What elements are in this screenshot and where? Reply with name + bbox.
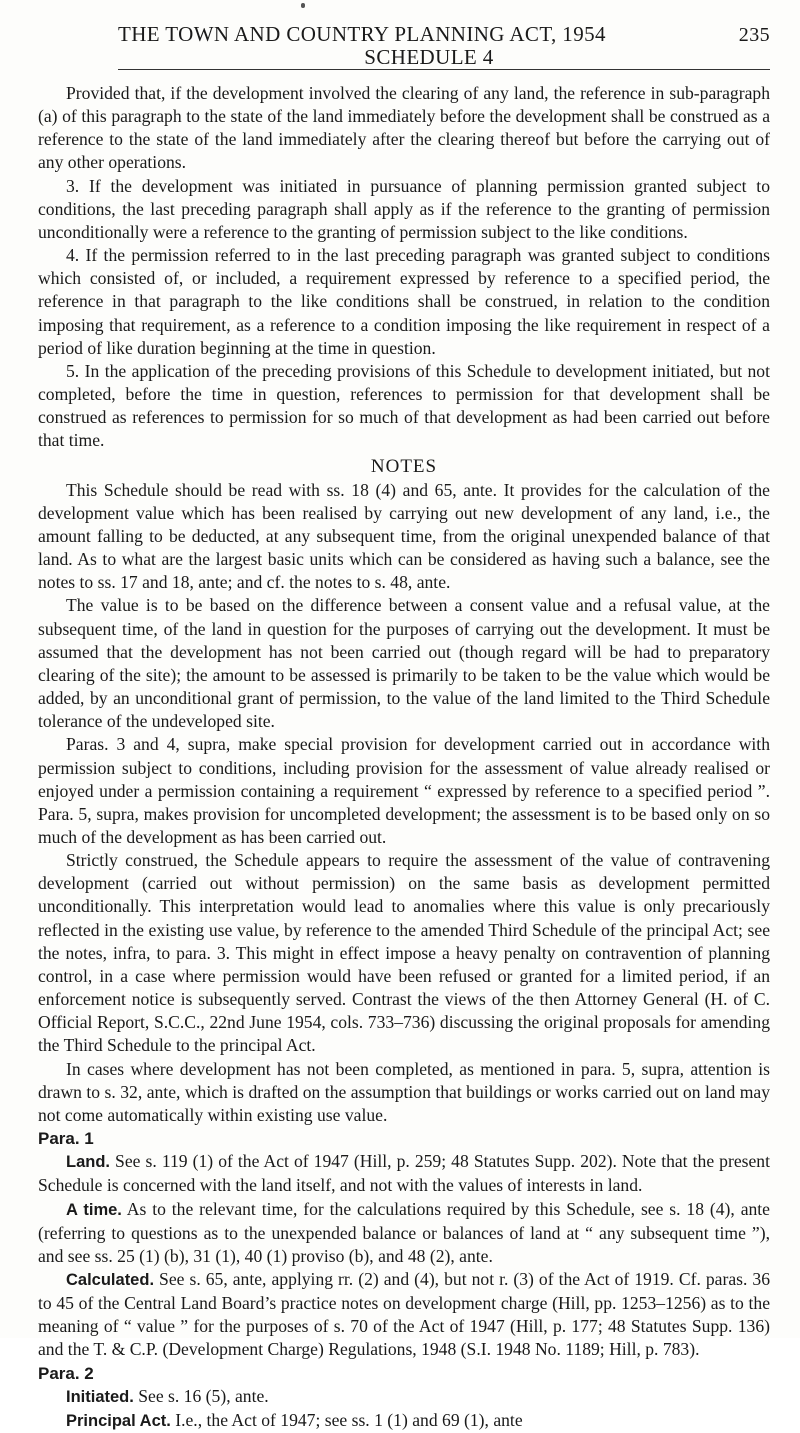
scan-speck	[301, 3, 305, 8]
note-initiated	[38, 1385, 770, 1409]
para-2-heading: Para. 2	[38, 1363, 94, 1383]
notes-heading: NOTES	[370, 455, 438, 477]
keyword-initiated: Initiated.	[66, 1387, 134, 1406]
paragraph-3: 3. If the development was initiated in pursuance of planning permission granted subject to conditions, the last preceding paragraph shall apply as if the reference to the granting of permission unconditionally were a reference to the granting of permission subject to the like conditions.	[38, 175, 770, 242]
note-paragraph: The value is to be based on the difference between a consent value and a refusal value, at the subsequent time, of the land in question for the purposes of carrying out the development. It must be assumed that the development has not been carried out (though regard will be had to preparatory clearing of the site); the amount to be assessed is primarily to be taken to be the value which would be added, by an unconditional grant of permission, to the value of the land limited to the Third Schedule tolerance of the undeveloped site.	[38, 595, 770, 732]
keyword-principal-act: Principal Act.	[66, 1411, 171, 1430]
header-row	[118, 22, 770, 47]
schedule-label: SCHEDULE 4	[364, 45, 494, 69]
note-principal-act-text: I.e., the Act of 1947; see ss. 1 (1) and 69 (1), ante	[170, 1409, 523, 1430]
note-paragraph: Paras. 3 and 4, supra, make special provision for development carried out in accordance with permission subject to conditions, including provision for the assessment of value already realised or enjoyed under a permission containing a requirement “ expressed by reference to a specified period ”. Para. 5, supra, makes provision for uncompleted development; the assessment is to be based only on so much of the development as has been carried out.	[38, 734, 770, 847]
header-rule	[118, 69, 770, 70]
para-1-heading: Para. 1	[38, 1129, 94, 1149]
body-text	[38, 82, 770, 1433]
keyword-land: Land.	[66, 1153, 110, 1172]
note-calculated-text: See s. 65, ante, applying rr. (2) and (4), but not r. (3) of the Act of 1919. Cf. paras. 36 to 45 of the Central Land Board’s practice notes on development charge (Hill, pp. 1253–1256) as to the meaning of “ value ” for the purposes of s. 70 of the Act of 1947 (Hill, p. 177; 48 Statutes Supp. 136) and the T. & C.P. (Development Charge) Regulations, 1948 (S.I. 1948 No. 1189; Hill, p. 783).	[38, 1268, 770, 1360]
note-land-text: See s. 119 (1) of the Act of 1947 (Hill, p. 259; 48 Statutes Supp. 202). Note that the present Schedule is concerned with the land itself, and not with the values of interests in land.	[38, 1151, 770, 1196]
proviso-paragraph: Provided that, if the development involved the clearing of any land, the reference in sub-paragraph (a) of this paragraph to the state of the land immediately before the development shall be construed as a reference to the state of the land immediately after the clearing thereof but before the carrying out of any other operations.	[38, 83, 770, 173]
running-header	[118, 22, 770, 70]
paragraph-4: 4. If the permission referred to in the last preceding paragraph was granted subject to conditions which consisted of, or included, a requirement expressed by reference to a specified period, the reference in that paragraph to the like conditions shall be construed, in relation to the condition imposing that requirement, as a reference to a condition imposing the like requirement in respect of a period of like duration beginning at the time in question.	[38, 245, 770, 358]
header-title: THE TOWN AND COUNTRY PLANNING ACT, 1954	[118, 22, 606, 46]
note-a-time-text: As to the relevant time, for the calculations required by this Schedule, see s. 18 (4), ante (referring to questions as to the unexpended balance or balances of land at “ any subsequent time ”), and see ss. 25 (1) (b), 31 (1), 40 (1) proviso (b), and 48 (2), ante.	[38, 1198, 770, 1266]
note-paragraph: In cases where development has not been completed, as mentioned in para. 5, supra, attention is drawn to s. 32, ante, which is drafted on the assumption that buildings or works carried out on land may not come automatically within existing use value.	[38, 1058, 770, 1125]
keyword-calculated: Calculated.	[66, 1270, 155, 1289]
note-land	[38, 1150, 770, 1197]
paragraph-5: 5. In the application of the preceding provisions of this Schedule to development initiated, but not completed, before the time in question, references to permission for that development shall be construed as references to permission for so much of that development as had been carried out before that time.	[38, 360, 770, 451]
note-principal-act	[38, 1409, 770, 1433]
page-number: 235	[738, 24, 770, 46]
note-paragraph: This Schedule should be read with ss. 18 (4) and 65, ante. It provides for the calculation of the development value which has been realised by carrying out new development of any land, i.e., the amount falling to be deducted, at any subsequent time, from the original unexpended balance of that land. As to what are the largest basic units which can be considered as having such a balance, see the notes to ss. 17 and 18, ante; and cf. the notes to s. 48, ante.	[38, 479, 770, 593]
keyword-a-time: A time.	[66, 1200, 122, 1219]
note-a-time	[38, 1198, 770, 1268]
note-calculated	[38, 1268, 770, 1362]
note-paragraph: Strictly construed, the Schedule appears to require the assessment of the value of contravening development (carried out without permission) on the same basis as development permitted unconditionally. This interpretation would lead to anomalies where this value is only precariously reflected in the existing use value, by reference to the amended Third Schedule of the principal Act; see the notes, infra, to para. 3. This might in effect impose a heavy penalty on contravention of planning control, in a case where permission would have been refused or granted for a limited period, if an enforcement notice is subsequently served. Contrast the views of the then Attorney General (H. of C. Official Report, S.C.C., 22nd June 1954, cols. 733–736) discussing the original proposals for amending the Third Schedule to the principal Act.	[38, 850, 770, 1056]
note-initiated-text: See s. 16 (5), ante.	[133, 1385, 269, 1406]
